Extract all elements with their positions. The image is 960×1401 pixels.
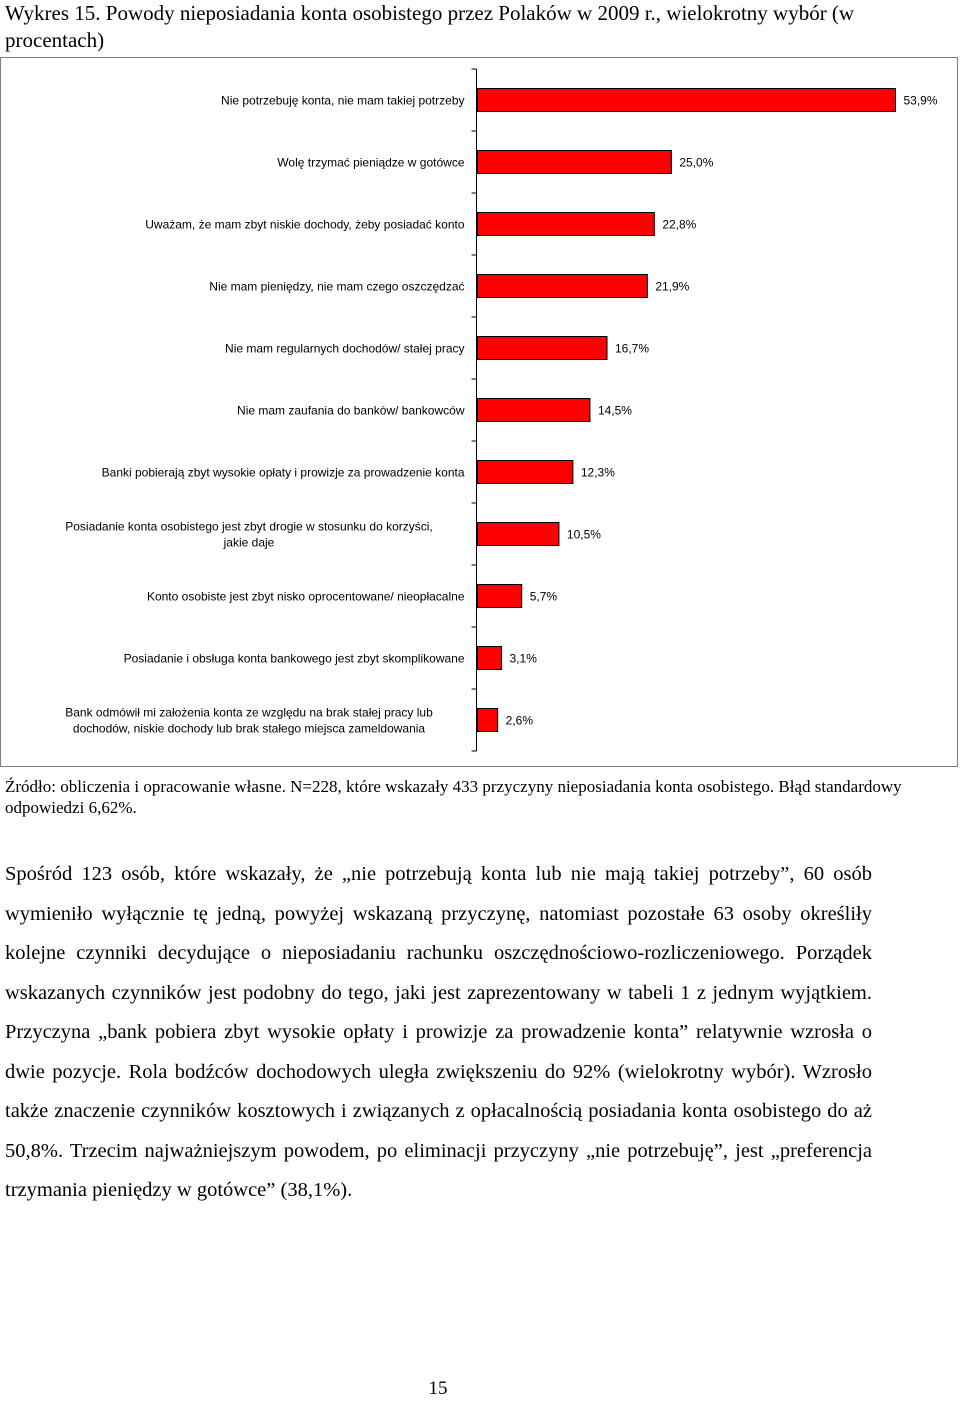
bar [478, 585, 522, 608]
data-label: 16,7% [615, 341, 650, 356]
page-number: 15 [428, 1378, 448, 1399]
chart-caption: Wykres 15. Powody nieposiadania konta osobistego przez Polaków w 2009 r., wielokrotny wybór (w procentach) [5, 1, 855, 52]
category-label: Uważam, że mam zbyt niskie dochody, żeby posiadać konto [145, 217, 465, 232]
data-label: 14,5% [597, 403, 632, 418]
data-label: 22,8% [662, 217, 697, 232]
bar-chart [0, 57, 958, 767]
category-label: Nie mam regularnych dochodów/ stałej pracy [225, 341, 465, 356]
bar [478, 275, 648, 298]
category-label: Wolę trzymać pieniądze w gotówce [277, 155, 465, 170]
category-label: Posiadanie konta osobistego jest zbyt drogie w stosunku do korzyści, jakie daje [65, 519, 433, 550]
bar [478, 647, 502, 670]
data-label: 5,7% [529, 589, 558, 604]
bar [478, 399, 590, 422]
bar [478, 151, 672, 174]
bar [478, 89, 896, 112]
data-label: 2,6% [505, 713, 534, 728]
data-label: 12,3% [580, 465, 615, 480]
category-label: Posiadanie i obsługa konta bankowego jest zbyt skomplikowane [123, 651, 465, 666]
data-label: 21,9% [655, 279, 690, 294]
category-label: Nie potrzebuję konta, nie mam takiej potrzeby [221, 93, 465, 108]
category-label: Konto osobiste jest zbyt nisko oprocentowane/ nieopłacalne [146, 589, 465, 604]
data-label: 3,1% [509, 651, 537, 666]
category-label: Nie mam pieniędzy, nie mam czego oszczędzać [209, 279, 465, 294]
bar [478, 213, 655, 236]
bar [478, 337, 608, 360]
category-label: Bank odmówił mi założenia konta ze względu na brak stałej pracy lub dochodów, niskie dochody lub brak stałego miejsca zameldowania [65, 705, 433, 736]
body-paragraph: Spośród 123 osób, które wskazały, że „nie potrzebują konta lub nie mają takiej potrzeby”, 60 osób wymieniło wyłącznie tę jedną, powyżej wskazaną przyczynę, natomiast pozostałe 63 osoby określiły kolejne czynniki decydujące o nieposiadaniu rachunku oszczędnościowo-rozliczeniowego. Porządek wskazanych czynników jest podobny do tego, jaki jest zaprezentowany w tabeli 1 z jednym wyjątkiem. Przyczyna „bank pobiera zbyt wysokie opłaty i prowizje za prowadzenie konta” relatywnie wzrosła o dwie pozycje. Rola bodźców dochodowych uległa zwiększeniu do 92% (wielokrotny wybór). Wzrosło także znaczenie czynników kosztowych i związanych z opłacalnością posiadania konta osobistego do aż 50,8%. Trzecim najważniejszym powodem, po eliminacji przyczyny „nie potrzebuję”, jest „preferencja trzymania pieniędzy w gotówce” (38,1%). [5, 863, 872, 1201]
data-label: 25,0% [679, 155, 714, 170]
data-label: 53,9% [903, 93, 938, 108]
category-label: Nie mam zaufania do banków/ bankowców [237, 403, 465, 418]
category-label: Banki pobierają zbyt wysokie opłaty i prowizje za prowadzenie konta [101, 465, 465, 480]
bar [478, 523, 559, 546]
bar [478, 709, 498, 732]
source-note: Źródło: obliczenia i opracowanie własne. N=228, które wskazały 433 przyczyny nieposiadania konta osobistego. Błąd standardowy odpowiedzi 6,62%. [5, 777, 902, 817]
data-label: 10,5% [566, 527, 601, 542]
bar [478, 461, 573, 484]
